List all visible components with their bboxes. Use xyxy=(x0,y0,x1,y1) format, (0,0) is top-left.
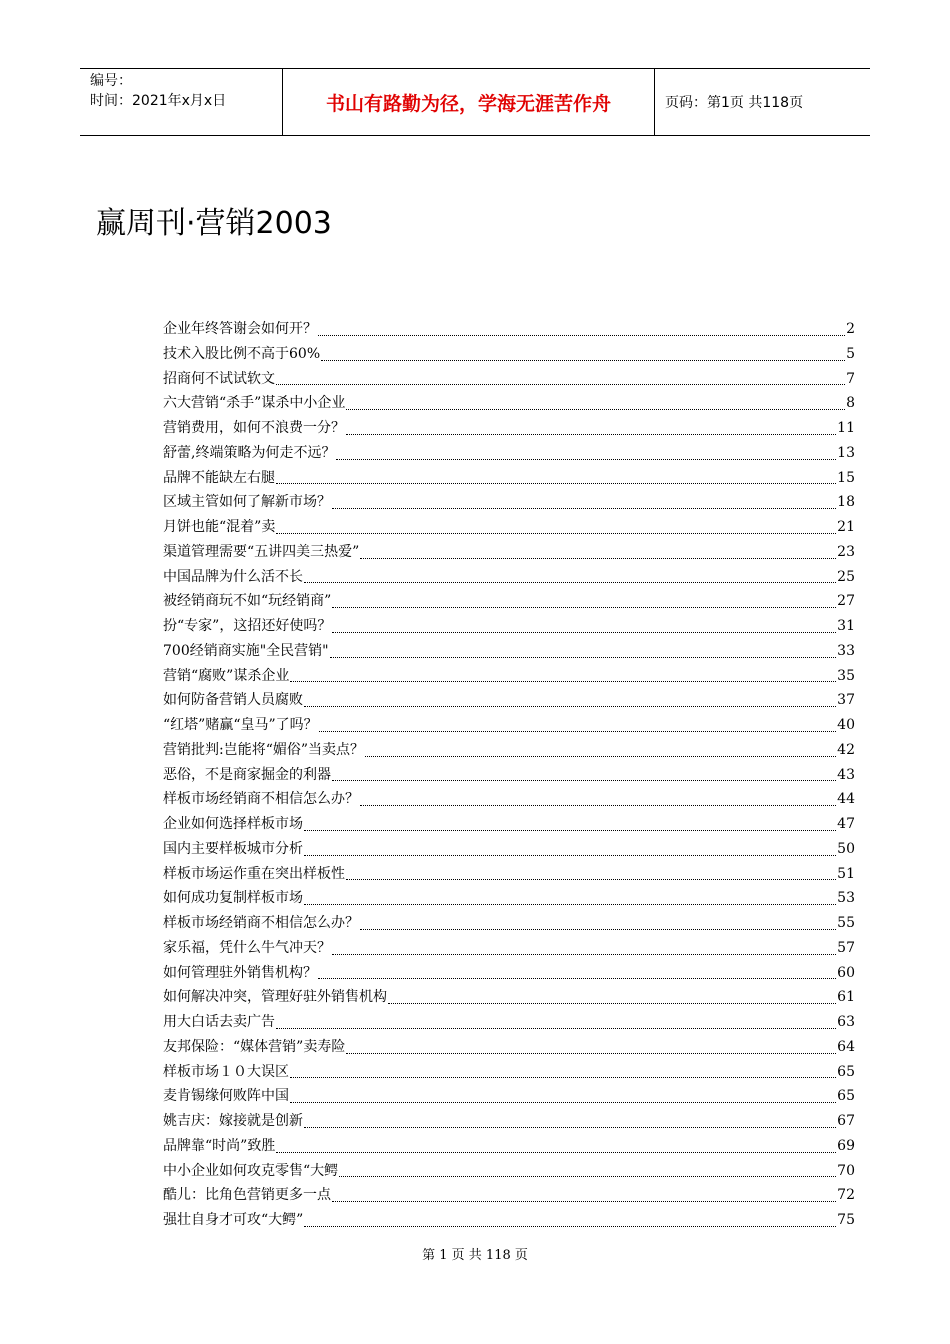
toc-entry-title: 中小企业如何攻克零售“大鳄 xyxy=(163,1162,339,1179)
toc-leader-dots xyxy=(360,928,836,930)
toc-entry-page: 11 xyxy=(837,420,855,436)
toc-entry-title: 如何管理驻外销售机构？ xyxy=(163,964,317,981)
toc-entry[interactable] xyxy=(163,689,855,714)
page-footer: 第 1 页 共 118 页 xyxy=(422,1248,528,1263)
toc-leader-dots xyxy=(336,458,836,460)
toc-entry[interactable] xyxy=(163,1209,855,1234)
toc-entry-page: 13 xyxy=(837,444,855,461)
toc-entry-page: 60 xyxy=(837,964,855,981)
toc-leader-dots xyxy=(346,433,836,435)
toc-entry-page: 21 xyxy=(837,519,855,535)
toc-leader-dots xyxy=(332,631,836,633)
toc-leader-dots xyxy=(276,532,836,534)
toc-entry-page: 47 xyxy=(837,816,855,832)
toc-entry-page: 69 xyxy=(837,1137,855,1154)
toc-entry-title: 恶俗，不是商家掘金的利器 xyxy=(163,766,331,783)
toc-entry-title: 招商何不试试软文 xyxy=(163,370,275,387)
toc-leader-dots xyxy=(304,1126,836,1128)
toc-leader-dots xyxy=(365,755,836,757)
toc-entry-page: 27 xyxy=(837,593,855,610)
toc-entry-page: 43 xyxy=(837,766,855,783)
toc-entry-page: 64 xyxy=(837,1038,855,1055)
toc-entry[interactable] xyxy=(163,788,855,813)
toc-leader-dots xyxy=(304,854,836,856)
toc-entry-title: 麦肯锡缘何败阵中国 xyxy=(163,1088,289,1105)
toc-leader-dots xyxy=(346,878,836,880)
toc-entry-page: 37 xyxy=(837,692,855,709)
toc-leader-dots xyxy=(318,334,845,336)
toc-leader-dots xyxy=(304,705,836,707)
toc-entry[interactable] xyxy=(163,1160,855,1185)
toc-entry[interactable] xyxy=(163,1061,855,1086)
page-header xyxy=(80,68,870,136)
document-number: 编号： xyxy=(90,73,132,89)
toc-leader-dots xyxy=(346,1052,836,1054)
toc-entry-title: 用大白话去卖广告 xyxy=(163,1014,275,1030)
toc-entry[interactable] xyxy=(163,838,855,863)
toc-entry-page: 23 xyxy=(837,543,855,560)
toc-entry[interactable] xyxy=(163,615,855,640)
toc-entry-title: 友邦保险：“媒体营销”卖寿险 xyxy=(163,1038,346,1055)
toc-entry[interactable] xyxy=(163,442,855,467)
toc-entry-page: 7 xyxy=(846,370,855,387)
toc-entry-page: 31 xyxy=(837,618,855,634)
toc-entry-page: 8 xyxy=(846,395,855,412)
toc-leader-dots xyxy=(332,779,836,781)
toc-entry-page: 42 xyxy=(837,741,855,758)
toc-entry-page: 35 xyxy=(837,667,855,684)
toc-entry-title: 如何成功复制样板市场 xyxy=(163,890,303,907)
toc-entry-page: 5 xyxy=(846,345,855,362)
toc-entry[interactable] xyxy=(163,937,855,962)
toc-entry[interactable] xyxy=(163,566,855,591)
toc-entry[interactable] xyxy=(163,863,855,888)
toc-entry-page: 50 xyxy=(837,840,855,857)
toc-entry-title: 营销“腐败”谋杀企业 xyxy=(163,667,290,684)
toc-entry-title: 扮“专家”，这招还好使吗？ xyxy=(163,618,332,634)
toc-entry-title: 国内主要样板城市分析 xyxy=(163,840,303,857)
toc-leader-dots xyxy=(330,656,837,658)
toc-entry-page: 63 xyxy=(837,1014,855,1030)
toc-leader-dots xyxy=(388,1002,836,1004)
toc-leader-dots xyxy=(276,1151,836,1153)
toc-leader-dots xyxy=(290,680,836,682)
toc-entry-title: 品牌靠“时尚”致胜 xyxy=(163,1137,276,1154)
toc-leader-dots xyxy=(304,581,836,583)
toc-leader-dots xyxy=(304,903,836,905)
toc-entry-title: 月饼也能“混着”卖 xyxy=(163,519,276,535)
toc-leader-dots xyxy=(276,383,845,385)
toc-entry-page: 25 xyxy=(837,568,855,585)
toc-entry-page: 53 xyxy=(837,890,855,907)
toc-entry-title: 家乐福，凭什么牛气冲天？ xyxy=(163,939,331,956)
toc-entry[interactable] xyxy=(163,912,855,937)
toc-entry[interactable] xyxy=(163,640,855,665)
toc-leader-dots xyxy=(332,1200,836,1202)
toc-entry[interactable] xyxy=(163,516,855,541)
toc-entry-page: 70 xyxy=(837,1162,855,1179)
toc-entry-title: “红塔”赌赢“皇马”了吗？ xyxy=(163,717,318,733)
toc-entry-title: 企业如何选择样板市场 xyxy=(163,816,303,832)
toc-entry-title: 营销批判:岂能将“媚俗”当卖点？ xyxy=(163,741,365,758)
toc-leader-dots xyxy=(339,1175,836,1177)
toc-entry-page: 65 xyxy=(837,1088,855,1105)
toc-entry[interactable] xyxy=(163,1110,855,1135)
toc-entry-title: 样板市场１０大误区 xyxy=(163,1063,289,1080)
toc-entry[interactable] xyxy=(163,764,855,789)
toc-entry-page: 40 xyxy=(837,717,855,733)
toc-entry-page: 2 xyxy=(846,321,855,337)
toc-entry-title: 渠道管理需要“五讲四美三热爱” xyxy=(163,543,360,560)
toc-entry-title: 技术入股比例不高于60% xyxy=(163,345,321,362)
toc-entry-page: 65 xyxy=(837,1063,855,1080)
toc-entry[interactable] xyxy=(163,813,855,838)
toc-entry-page: 33 xyxy=(837,642,855,659)
toc-entry[interactable] xyxy=(163,1011,855,1036)
toc-entry-title: 中国品牌为什么活不长 xyxy=(163,568,303,585)
toc-entry-title: 姚吉庆：嫁接就是创新 xyxy=(163,1113,303,1129)
toc-entry[interactable] xyxy=(163,986,855,1011)
toc-entry[interactable] xyxy=(163,318,855,343)
toc-entry-title: 区域主管如何了解新市场？ xyxy=(163,494,331,511)
toc-entry[interactable] xyxy=(163,368,855,393)
toc-entry-title: 样板市场经销商不相信怎么办？ xyxy=(163,791,359,808)
toc-leader-dots xyxy=(332,507,836,509)
toc-entry-title: 舒蕾,终端策略为何走不远？ xyxy=(163,444,336,461)
document-time: 时间：2021年x月x日 xyxy=(90,93,227,109)
toc-entry-page: 18 xyxy=(837,494,855,511)
toc-entry-page: 72 xyxy=(837,1187,855,1204)
toc-entry[interactable] xyxy=(163,1135,855,1160)
toc-entry[interactable] xyxy=(163,962,855,987)
toc-entry-page: 61 xyxy=(837,989,855,1006)
toc-entry-page: 55 xyxy=(837,915,855,931)
toc-entry-title: 品牌不能缺左右腿 xyxy=(163,469,275,486)
toc-leader-dots xyxy=(332,606,836,608)
toc-entry-title: 六大营销“杀手”谋杀中小企业 xyxy=(163,395,346,412)
toc-leader-dots xyxy=(360,557,836,559)
document-title: 赢周刊·营销2003 xyxy=(96,206,332,241)
toc-leader-dots xyxy=(304,829,836,831)
toc-leader-dots xyxy=(332,953,836,955)
toc-leader-dots xyxy=(360,804,836,806)
toc-entry-page: 15 xyxy=(837,469,855,486)
toc-entry-title: 如何防备营销人员腐败 xyxy=(163,692,303,709)
toc-entry[interactable] xyxy=(163,887,855,912)
toc-entry-page: 67 xyxy=(837,1113,855,1129)
toc-leader-dots xyxy=(304,1225,836,1227)
toc-entry[interactable] xyxy=(163,739,855,764)
header-meta xyxy=(80,69,283,135)
toc-leader-dots xyxy=(276,482,836,484)
toc-entry[interactable] xyxy=(163,1085,855,1110)
toc-entry-title: 酷儿：比角色营销更多一点 xyxy=(163,1187,331,1204)
toc-entry[interactable] xyxy=(163,590,855,615)
toc-entry-title: 样板市场经销商不相信怎么办？ xyxy=(163,915,359,931)
toc-leader-dots xyxy=(321,359,845,361)
toc-entry-title: 营销费用，如何不浪费一分？ xyxy=(163,420,345,436)
toc-entry[interactable] xyxy=(163,541,855,566)
toc-entry-page: 75 xyxy=(837,1212,855,1228)
toc-entry[interactable] xyxy=(163,417,855,442)
header-motto: 书山有路勤为径，学海无涯苦作舟 xyxy=(283,69,655,135)
toc-leader-dots xyxy=(319,730,837,732)
toc-entry-title: 被经销商玩不如“玩经销商” xyxy=(163,593,332,610)
toc-entry-page: 51 xyxy=(837,865,855,882)
toc-entry[interactable] xyxy=(163,714,855,739)
toc-entry[interactable] xyxy=(163,665,855,690)
toc-entry[interactable] xyxy=(163,1184,855,1209)
table-of-contents xyxy=(163,318,855,1234)
toc-leader-dots xyxy=(276,1027,836,1029)
header-page-info: 页码：第1页 共118页 xyxy=(665,95,804,111)
toc-leader-dots xyxy=(346,408,845,410)
toc-entry-title: 企业年终答谢会如何开？ xyxy=(163,321,317,337)
toc-entry-page: 57 xyxy=(837,939,855,956)
toc-entry-title: 700经销商实施"全民营销" xyxy=(163,642,329,659)
toc-entry[interactable] xyxy=(163,392,855,417)
toc-leader-dots xyxy=(290,1076,836,1078)
toc-entry-title: 样板市场运作重在突出样板性 xyxy=(163,865,345,882)
toc-entry-title: 如何解决冲突，管理好驻外销售机构 xyxy=(163,989,387,1006)
toc-entry[interactable] xyxy=(163,467,855,492)
toc-entry-page: 44 xyxy=(837,791,855,808)
toc-entry[interactable] xyxy=(163,343,855,368)
toc-entry-title: 强壮自身才可攻“大鳄” xyxy=(163,1212,304,1228)
toc-entry[interactable] xyxy=(163,1036,855,1061)
toc-leader-dots xyxy=(290,1101,836,1103)
toc-leader-dots xyxy=(318,977,836,979)
toc-entry[interactable] xyxy=(163,491,855,516)
